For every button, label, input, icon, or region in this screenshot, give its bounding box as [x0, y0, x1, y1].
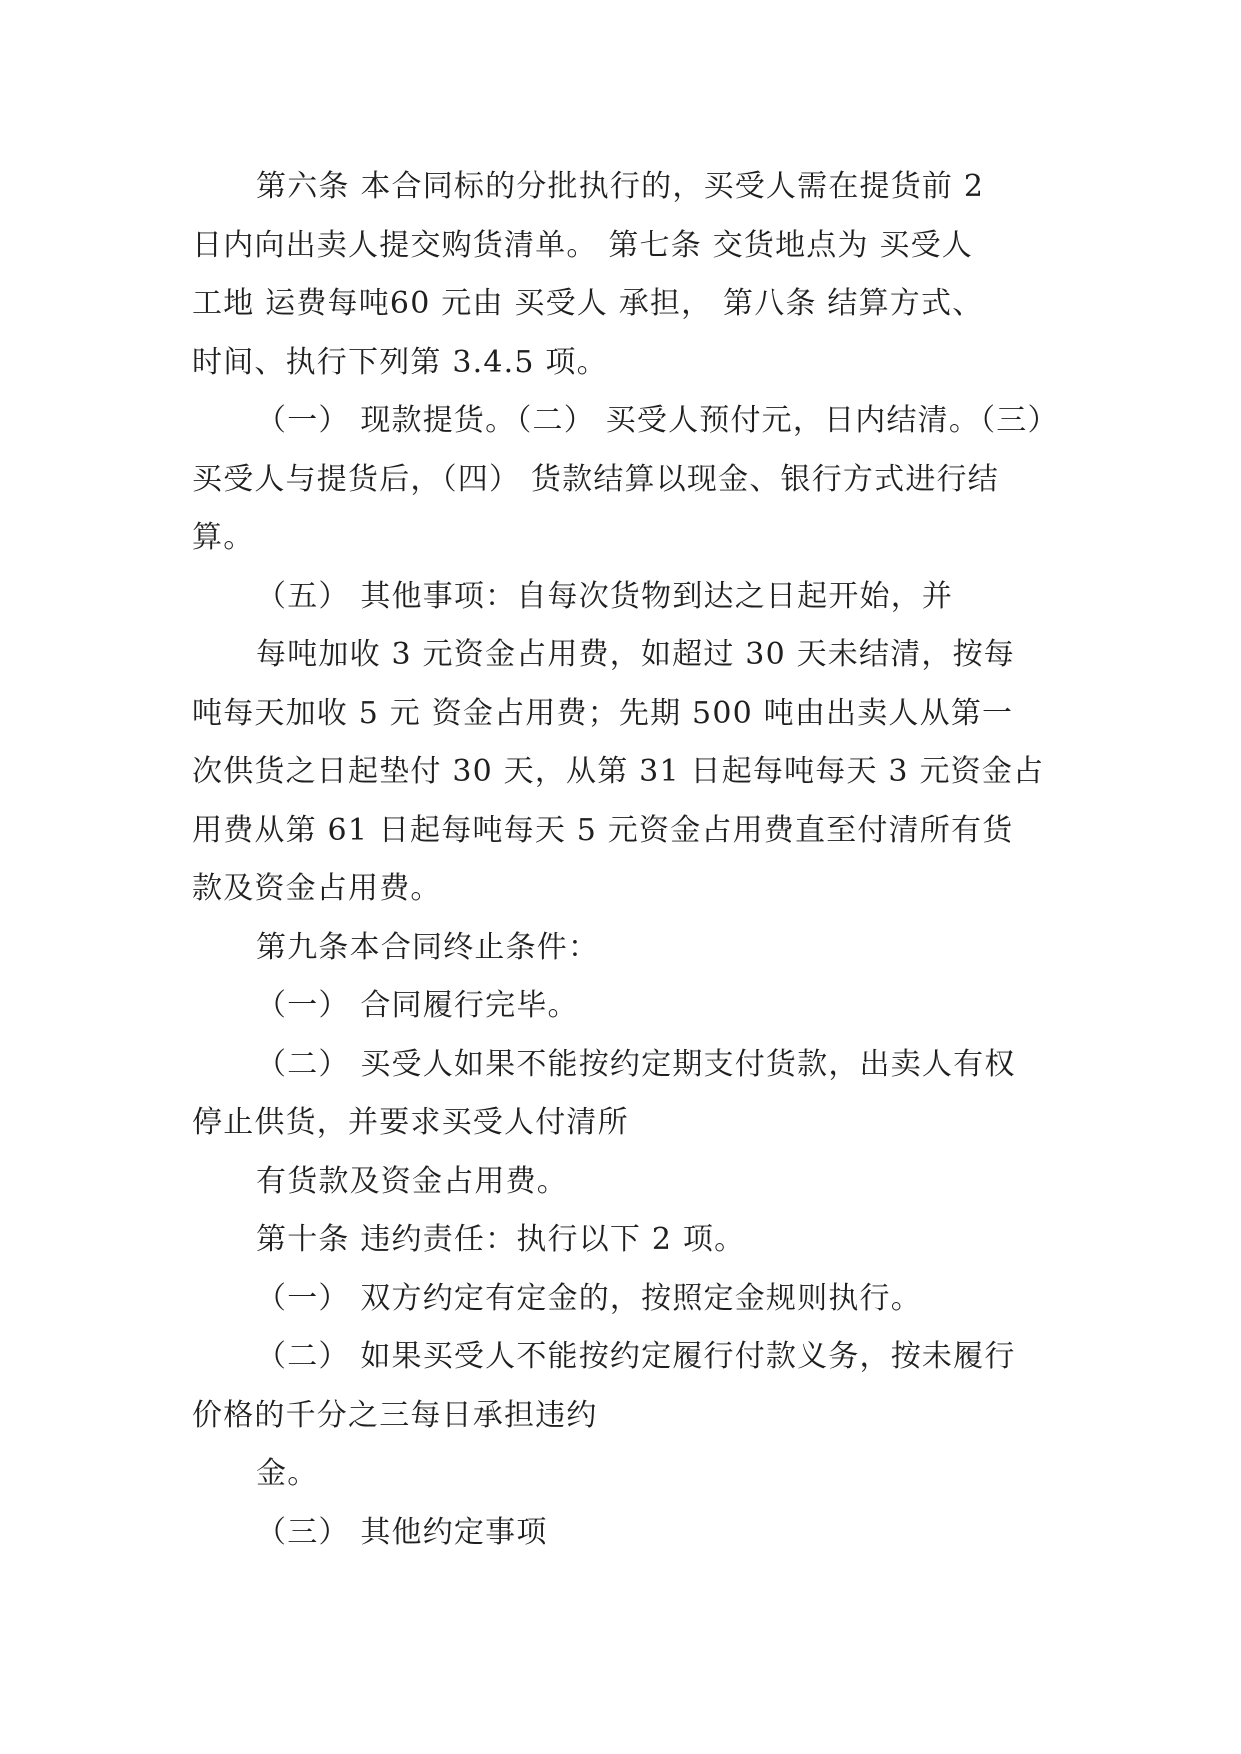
text-line: （一） 合同履行完毕。 — [256, 988, 579, 1023]
text-line: 日内向出卖人提交购货清单。 第七条 交货地点为 买受人 — [192, 227, 974, 263]
text-line: （二） 如果买受人不能按约定履行付款义务，按未履行 — [256, 1339, 1016, 1374]
text-line: 用费从第 61 日起每吨每天 5 元资金占用费直至付清所有货 — [192, 812, 1014, 848]
text-line: 第九条本合同终止条件： — [256, 929, 600, 965]
text-line: 算。 — [192, 520, 255, 555]
text-line: （五） 其他事项：自每次货物到达之日起开始，并 — [256, 578, 954, 614]
document-body — [192, 158, 1059, 1562]
text-line: 工地 运费每吨60 元由 买受人 承担， 第八条 结算方式、 — [192, 286, 984, 321]
text-line: 款及资金占用费。 — [192, 871, 442, 906]
text-line: 每吨加收 3 元资金占用费，如超过 30 天未结清，按每 — [256, 637, 1016, 672]
text-line: 次供货之日起垫付 30 天，从第 31 日起每吨每天 3 元资金占 — [192, 754, 1045, 789]
text-line: （一） 现款提货。（二） 买受人预付元，日内结清。（三） — [256, 403, 1059, 438]
text-line: 价格的千分之三每日承担违约 — [192, 1397, 598, 1433]
text-line: （一） 双方约定有定金的，按照定金规则执行。 — [256, 1280, 922, 1316]
text-line: 有货款及资金占用费。 — [256, 1163, 568, 1199]
text-line: （二） 买受人如果不能按约定期支付货款，出卖人有权 — [256, 1046, 1016, 1082]
text-line: 第六条 本合同标的分批执行的，买受人需在提货前 2 — [256, 169, 985, 204]
text-line: 第十条 违约责任：执行以下 2 项。 — [256, 1222, 746, 1257]
text-line: 吨每天加收 5 元 资金占用费；先期 500 吨由出卖人从第一 — [192, 695, 1014, 731]
text-line: 时间、执行下列第 3.4.5 项。 — [192, 344, 608, 380]
text-line: 停止供货，并要求买受人付清所 — [192, 1105, 629, 1140]
text-line: （三） 其他约定事项 — [256, 1514, 548, 1550]
text-line: 买受人与提货后，（四） 货款结算以现金、银行方式进行结 — [192, 461, 999, 497]
text-line: 金。 — [256, 1456, 319, 1491]
